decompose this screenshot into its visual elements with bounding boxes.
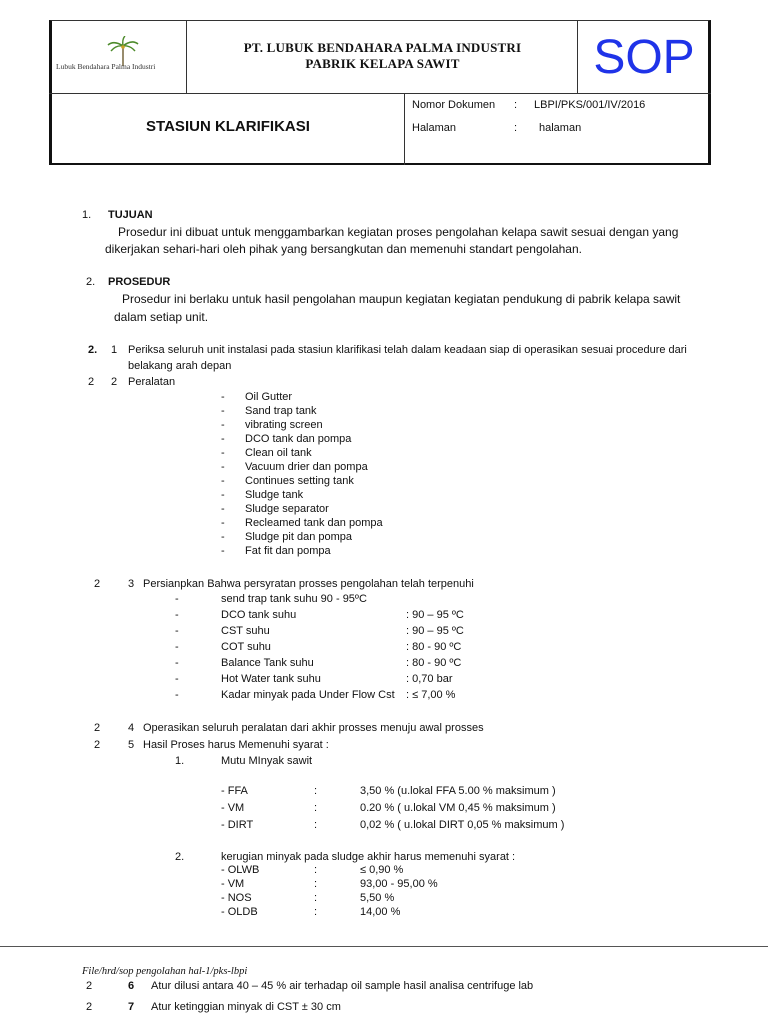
list-dash: - — [221, 419, 225, 431]
item-number: 2. — [88, 344, 98, 356]
equipment-item: vibrating screen — [245, 419, 323, 431]
condition-label: Hot Water tank suhu — [221, 673, 321, 685]
condition-value: : 80 - 90 ºC — [406, 657, 462, 669]
equipment-item: Clean oil tank — [245, 447, 312, 459]
item-2-3-text: Persianpkan Bahwa persyratan prosses pengolahan telah terpenuhi — [143, 578, 474, 590]
item-number: 1 — [111, 344, 118, 356]
section-title-prosedur: PROSEDUR — [108, 276, 171, 288]
subitem-number: 2. — [175, 851, 185, 863]
item-number: 2 — [94, 722, 101, 734]
page-separator: : — [514, 122, 518, 134]
logo-text: Lubuk Bendahara Palma Industri — [56, 62, 156, 71]
loss-separator: : — [314, 864, 318, 876]
list-dash: - — [221, 433, 225, 445]
item-2-1-line2: belakang arah depan — [128, 360, 232, 372]
header-divider — [404, 93, 405, 165]
list-dash: - — [221, 461, 225, 473]
equipment-item: Sludge tank — [245, 489, 304, 501]
loss-separator: : — [314, 906, 318, 918]
loss-param: - OLWB — [221, 864, 260, 876]
header-divider — [186, 20, 187, 93]
item-number: 2 — [111, 376, 118, 388]
list-dash: - — [221, 517, 225, 529]
item-number: 2 — [94, 578, 101, 590]
list-dash: - — [175, 609, 179, 621]
list-dash: - — [175, 673, 179, 685]
prosedur-paragraph-line2: dalam setiap unit. — [114, 310, 209, 324]
list-dash: - — [175, 657, 179, 669]
condition-label: COT suhu — [221, 641, 271, 653]
equipment-item: Recleamed tank dan pompa — [245, 517, 383, 529]
equipment-item: Sand trap tank — [245, 405, 317, 417]
company-name-line1: PT. LUBUK BENDAHARA PALMA INDUSTRI — [243, 40, 522, 55]
condition-label: Kadar minyak pada Under Flow Cst — [221, 689, 395, 701]
item-2-6-text: Atur dilusi antara 40 – 45 % air terhadap oil sample hasil analisa centrifuge lab — [151, 980, 534, 992]
list-dash: - — [221, 489, 225, 501]
condition-label: CST suhu — [221, 625, 270, 637]
loss-value: 93,00 - 95,00 % — [360, 878, 438, 890]
sop-label: SOP — [593, 31, 695, 84]
item-number: 2 — [94, 739, 101, 751]
quality-value: 0.20 % ( u.lokal VM 0,45 % maksimum ) — [360, 802, 556, 814]
list-dash: - — [175, 593, 179, 605]
company-name — [190, 40, 575, 72]
loss-param: - VM — [221, 878, 245, 890]
equipment-item: Continues setting tank — [245, 475, 354, 487]
equipment-item: Sludge pit dan pompa — [245, 531, 353, 543]
loss-param: - NOS — [221, 892, 252, 904]
loss-value: ≤ 0,90 % — [360, 864, 404, 876]
condition-value: : 90 – 95 ºC — [406, 609, 464, 621]
item-number: 2 — [86, 980, 93, 992]
list-dash: - — [221, 405, 225, 417]
quality-separator: : — [314, 785, 318, 797]
condition-value: : 80 - 90 ºC — [406, 641, 462, 653]
doc-number-label: Nomor Dokumen — [412, 99, 496, 111]
list-dash: - — [221, 503, 225, 515]
quality-param: - DIRT — [221, 819, 254, 831]
page-label: Halaman — [412, 122, 457, 134]
list-dash: - — [221, 531, 225, 543]
condition-label: DCO tank suhu — [221, 609, 297, 621]
item-number: 6 — [128, 980, 135, 992]
item-number: 7 — [128, 1001, 135, 1013]
item-2-5-text: Hasil Proses harus Memenuhi syarat : — [143, 739, 329, 751]
quality-separator: : — [314, 819, 318, 831]
tujuan-paragraph-line1: Prosedur ini dibuat untuk menggambarkan kegiatan proses pengolahan kelapa sawit sesuai dengan yang — [118, 225, 679, 239]
loss-value: 14,00 % — [360, 906, 401, 918]
quality-param: - VM — [221, 802, 245, 814]
item-number: 4 — [128, 722, 135, 734]
condition-label: Balance Tank suhu — [221, 657, 314, 669]
equipment-item: Fat fit dan pompa — [245, 545, 331, 557]
list-dash: - — [221, 475, 225, 487]
subitem-number: 1. — [175, 755, 185, 767]
quality-value: 0,02 % ( u.lokal DIRT 0,05 % maksimum ) — [360, 819, 565, 831]
condition-value: : 0,70 bar — [406, 673, 453, 685]
section-title-tujuan: TUJUAN — [108, 209, 153, 221]
loss-param: - OLDB — [221, 906, 258, 918]
quality-separator: : — [314, 802, 318, 814]
quality-value: 3,50 % (u.lokal FFA 5.00 % maksimum ) — [360, 785, 556, 797]
section-number: 1. — [82, 209, 92, 221]
equipment-item: Vacuum drier dan pompa — [245, 461, 368, 473]
equipment-item: Sludge separator — [245, 503, 329, 515]
item-number: 3 — [128, 578, 135, 590]
equipment-item: DCO tank dan pompa — [245, 433, 352, 445]
loss-separator: : — [314, 892, 318, 904]
list-dash: - — [175, 641, 179, 653]
company-name-line2: PABRIK KELAPA SAWIT — [305, 56, 460, 71]
item-2-2-text: Peralatan — [128, 376, 176, 388]
condition-label: send trap tank suhu 90 - 95ºC — [221, 593, 367, 605]
company-logo — [56, 36, 186, 78]
palm-tree-icon — [56, 36, 186, 78]
equipment-item: Oil Gutter — [245, 391, 293, 403]
prosedur-paragraph-line1: Prosedur ini berlaku untuk hasil pengolahan maupun kegiatan kegiatan pendukung di pabrik kelapa sawit — [122, 292, 681, 306]
condition-value: : 90 – 95 ºC — [406, 625, 464, 637]
item-number: 2 — [88, 376, 95, 388]
item-2-1-line1: Periksa seluruh unit instalasi pada stasiun klarifikasi telah dalam keadaan siap di operasikan sesuai procedure dari — [128, 344, 687, 356]
list-dash: - — [175, 625, 179, 637]
item-number: 5 — [128, 739, 135, 751]
list-dash: - — [221, 447, 225, 459]
station-title: STASIUN KLARIFIKASI — [146, 118, 310, 135]
item-2-4-text: Operasikan seluruh peralatan dari akhir prosses menuju awal prosses — [143, 722, 484, 734]
page-value: halaman — [539, 122, 582, 134]
condition-value: : ≤ 7,00 % — [406, 689, 456, 701]
list-dash: - — [221, 545, 225, 557]
subitem-title: kerugian minyak pada sludge akhir harus memenuhi syarat : — [221, 851, 516, 863]
quality-param: - FFA — [221, 785, 248, 797]
item-number: 2 — [86, 1001, 93, 1013]
tujuan-paragraph-line2: dikerjakan sehari-hari oleh pihak yang bersangkutan dan memenuhi standart pengolahan. — [105, 242, 582, 256]
doc-number-separator: : — [514, 99, 518, 111]
subitem-title: Mutu MInyak sawit — [221, 755, 313, 767]
loss-value: 5,50 % — [360, 892, 395, 904]
item-2-7-text: Atur ketinggian minyak di CST ± 30 cm — [151, 1001, 341, 1013]
section-number: 2. — [86, 276, 96, 288]
list-dash: - — [221, 391, 225, 403]
list-dash: - — [175, 689, 179, 701]
doc-number-value: LBPI/PKS/001/IV/2016 — [534, 99, 646, 111]
page-break-line — [0, 946, 768, 947]
footer-file-path: File/hrd/sop pengolahan hal-1/pks-lbpi — [82, 966, 248, 977]
loss-separator: : — [314, 878, 318, 890]
